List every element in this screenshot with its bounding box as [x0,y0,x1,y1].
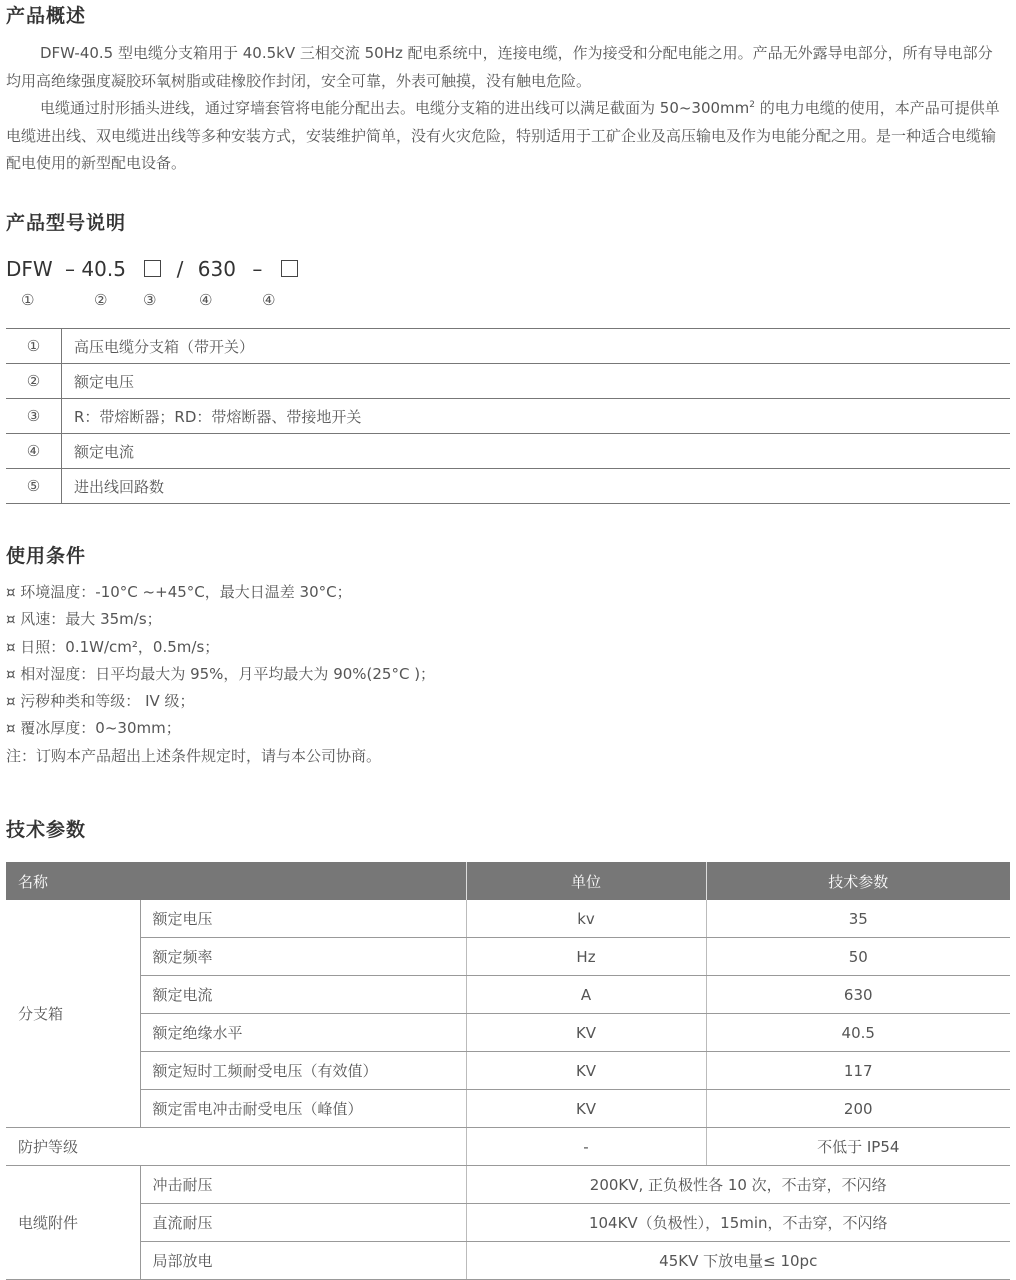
row-unit: KV [466,1090,706,1128]
marker: ④ [262,291,276,309]
row-value: 200KV, 正负极性各 10 次，不击穿，不闪络 [466,1166,1010,1204]
marker: ③ [143,291,157,309]
model-code-voltage: – 40.5 [65,257,126,281]
overview-p2-text-b: 的电力电缆的使用，本产品可提供单电缆进出线、双电缆进出线等多种安装方式，安装维护简单，没有火灾危险，特别适用于工矿企业及高压输电及作为电能分配之用。是一种适合电缆输配电使用的新型配电设备。 [6,99,1000,172]
conditions-list [6,579,435,770]
table-row [6,1128,1010,1166]
list-item: ¤ 覆冰厚度：0~30mm； [6,719,181,738]
overview-p2-sup: 2 [749,100,756,110]
overview-p2-text-a: 电缆通过肘形插头进线，通过穿墙套管将电能分配出去。电缆分支箱的进出线可以满足截面为 50~300mm [40,99,750,117]
row-description: 高压电缆分支箱（带开关） [62,329,1011,364]
row-description: 额定电压 [62,364,1011,399]
row-unit: Hz [466,938,706,976]
table-row [6,1052,1010,1090]
overview-title: 产品概述 [6,5,87,27]
row-value: 104KV（负极性），15min，不击穿，不闪络 [466,1204,1010,1242]
row-item: 局部放电 [140,1242,466,1280]
model-code [6,257,298,281]
row-item: 额定绝缘水平 [140,1014,466,1052]
row-number: ⑤ [6,469,62,504]
table-row [6,434,1010,469]
row-item: 直流耐压 [140,1204,466,1242]
model-code-current: 630 [197,257,236,281]
table-row [6,900,1010,938]
header-value: 技术参数 [706,862,1010,900]
row-item: 额定电压 [140,900,466,938]
marker: ② [94,291,108,309]
group-label: 分支箱 [6,900,140,1128]
table-row [6,1204,1010,1242]
model-code-box-1 [144,260,161,277]
row-value: 200 [706,1090,1010,1128]
table-row [6,938,1010,976]
row-number: ③ [6,399,62,434]
model-code-box-2 [281,260,298,277]
row-item: 防护等级 [6,1128,466,1166]
model-code-dash: – [252,257,263,281]
row-value: 不低于 IP54 [706,1128,1010,1166]
list-item: ¤ 日照：0.1W/cm²，0.5m/s； [6,637,220,656]
table-row [6,364,1010,399]
conditions-title: 使用条件 [6,545,87,567]
table-row [6,976,1010,1014]
table-row [6,1242,1010,1280]
overview-p1-text: DFW-40.5 型电缆分支箱用于 40.5kV 三相交流 50Hz 配电系统中，连接电缆，作为接受和分配电能之用。产品无外露导电部分，所有导电部分均用高绝缘强度凝胶环氧树脂或硅橡胶作封闭，安全可靠，外表可触摸，没有触电危险。 [6,44,993,90]
overview-paragraph-1 [6,40,1006,95]
row-value: 40.5 [706,1014,1010,1052]
group-label: 电缆附件 [6,1166,140,1280]
row-unit: KV [466,1052,706,1090]
header-unit: 单位 [466,862,706,900]
header-name: 名称 [6,862,466,900]
table-row [6,329,1010,364]
row-item: 额定雷电冲击耐受电压（峰值） [140,1090,466,1128]
marker: ④ [199,291,213,309]
list-item: ¤ 环境温度：-10°C ~+45°C，最大日温差 30°C； [6,583,352,601]
table-row [6,1166,1010,1204]
note: 注：订购本产品超出上述条件规定时，请与本公司协商。 [6,746,382,765]
row-unit: KV [466,1014,706,1052]
model-code-slash: / [176,257,184,281]
row-item: 冲击耐压 [140,1166,466,1204]
conditions-section [6,541,86,568]
row-value: 117 [706,1052,1010,1090]
row-unit: kv [466,900,706,938]
marker: ① [21,291,35,309]
list-item: ¤ 污秽种类和等级： IV 级； [6,692,195,711]
list-item: ¤ 相对湿度：日平均最大为 95%，月平均最大为 90%(25°C )； [6,664,436,683]
row-number: ① [6,329,62,364]
row-description: R：带熔断器；RD：带熔断器、带接地开关 [62,399,1011,434]
row-unit: - [466,1128,706,1166]
list-item: ¤ 风速：最大 35m/s； [6,610,162,629]
specs-title: 技术参数 [6,819,87,841]
table-header-row [6,862,1010,900]
row-description: 额定电流 [62,434,1011,469]
model-code-markers [0,291,400,313]
specs-table [6,862,1010,1280]
row-item: 额定短时工频耐受电压（有效值） [140,1052,466,1090]
row-value: 50 [706,938,1010,976]
table-row [6,469,1010,504]
model-table [6,328,1010,504]
row-value: 35 [706,900,1010,938]
row-number: ② [6,364,62,399]
overview-paragraph-2 [6,95,1006,178]
row-item: 额定频率 [140,938,466,976]
row-unit: A [466,976,706,1014]
row-value: 630 [706,976,1010,1014]
row-value: 45KV 下放电量≤ 10pc [466,1242,1010,1280]
specs-section [6,815,86,842]
model-code-prefix: DFW [6,257,53,281]
row-description: 进出线回路数 [62,469,1011,504]
model-section [6,208,126,235]
table-row [6,1014,1010,1052]
model-title: 产品型号说明 [6,212,127,234]
overview-section [6,1,86,28]
row-number: ④ [6,434,62,469]
table-row [6,399,1010,434]
row-item: 额定电流 [140,976,466,1014]
table-row [6,1090,1010,1128]
